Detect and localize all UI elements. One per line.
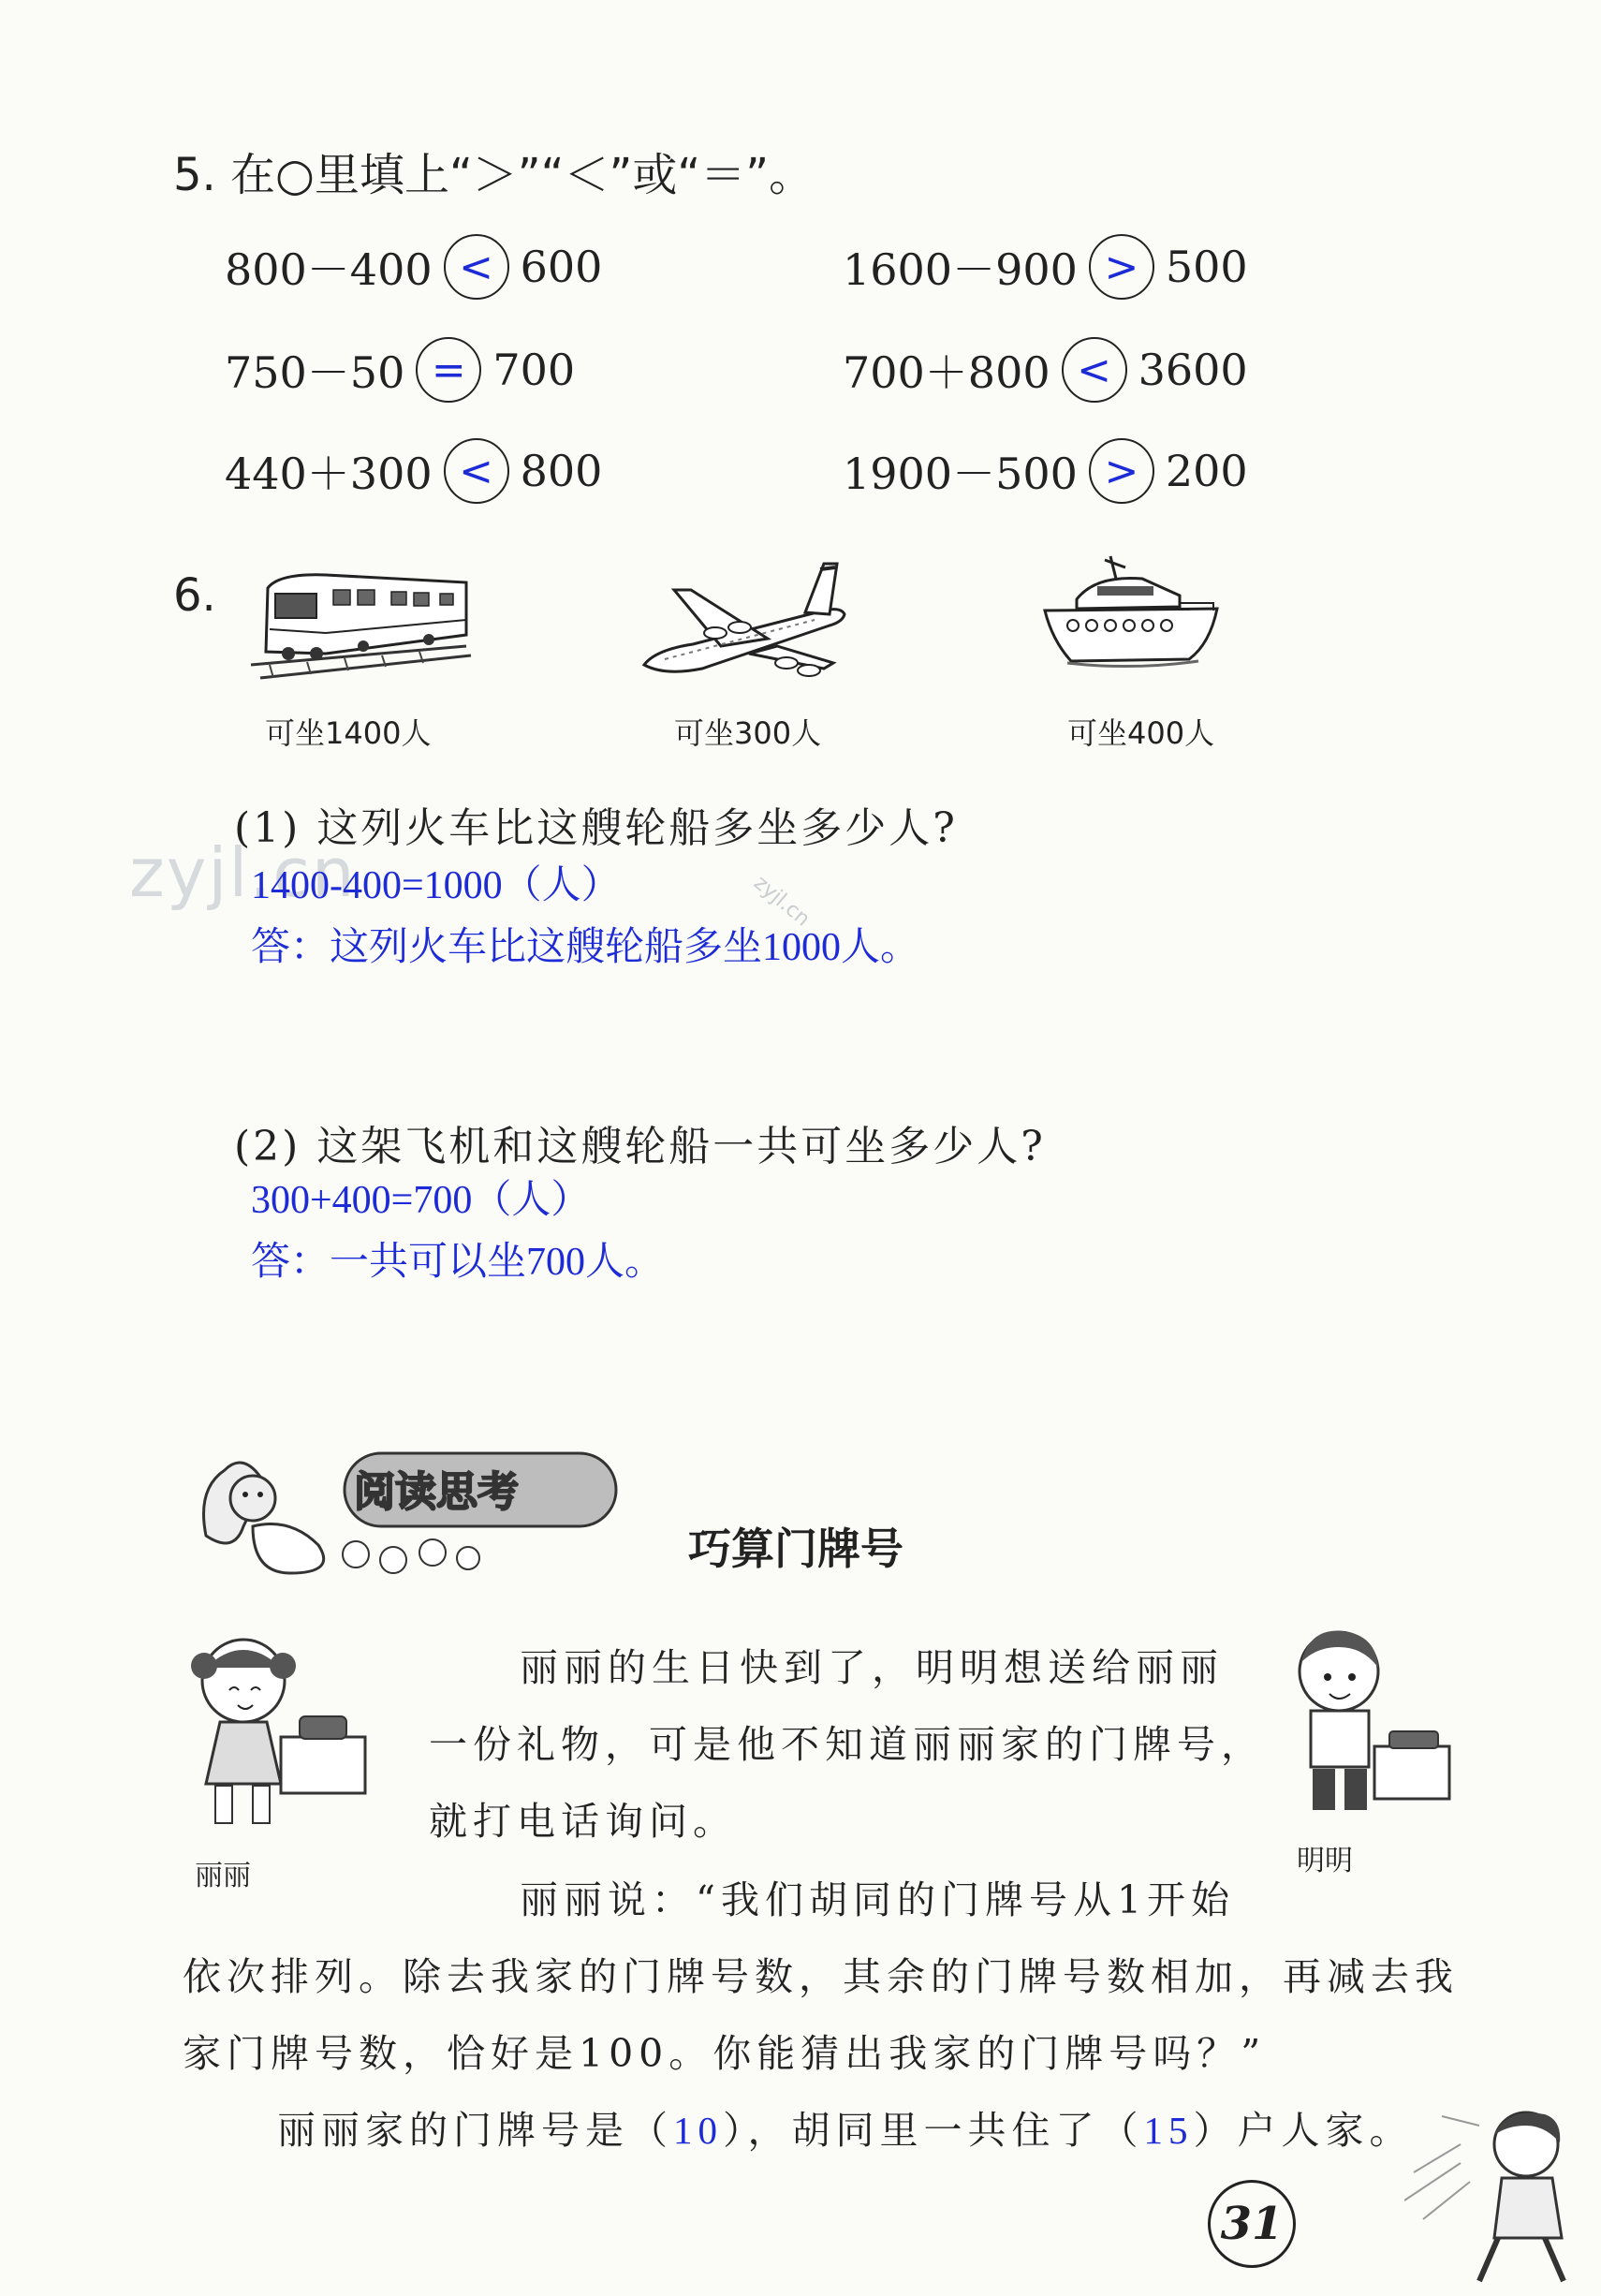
comparison-row	[225, 234, 602, 300]
fill-text-3: ）户人家。	[1193, 2108, 1414, 2153]
comparison-row	[225, 438, 602, 504]
comparison-row	[225, 337, 575, 403]
house-number-answer[interactable]: 10	[673, 2109, 723, 2152]
answer-expression-1: 1400-400=1000（人）	[251, 864, 621, 907]
reading-badge-illustration	[187, 1433, 627, 1582]
question-5-title: 5. 在○里填上“＞”“＜”或“＝”。	[173, 149, 815, 201]
comparison-answer-circle[interactable]: =	[416, 337, 481, 403]
subquestion-1: (1) 这列火车比这艘轮船多坐多少人?	[234, 804, 958, 852]
comparison-right: 500	[1165, 242, 1248, 292]
comparison-row	[843, 234, 1248, 300]
airplane-icon	[637, 552, 861, 684]
fill-text-2: ），胡同里一共住了（	[723, 2108, 1144, 2153]
question-6-number: 6.	[173, 569, 216, 622]
comparison-right: 800	[520, 446, 603, 496]
comparison-left: 1600－900	[843, 244, 1078, 295]
story-paragraph-1-line-3: 就打电话询问。	[429, 1799, 737, 1844]
comparison-answer-circle[interactable]: <	[444, 234, 509, 300]
train-icon	[242, 562, 476, 684]
household-count-answer[interactable]: 15	[1143, 2109, 1194, 2152]
comparison-left: 440＋300	[225, 449, 433, 499]
comparison-left: 750－50	[225, 347, 405, 398]
answer-text-2: 答：一共可以坐700人。	[251, 1241, 665, 1284]
story-paragraph-1-line-1: 丽丽的生日快到了，明明想送给丽丽	[520, 1645, 1224, 1690]
comparison-right: 700	[492, 345, 576, 395]
comparison-right: 200	[1165, 446, 1248, 496]
name-label-lili: 丽丽	[195, 1860, 251, 1892]
comparison-answer-circle[interactable]: <	[444, 438, 509, 504]
fill-in-sentence	[277, 2092, 1414, 2169]
fill-text-1: 丽丽家的门牌号是（	[277, 2108, 673, 2153]
answer-expression-2: 300+400=700（人）	[251, 1179, 591, 1222]
comparison-answer-circle[interactable]: >	[1089, 438, 1154, 504]
comparison-right: 600	[520, 242, 603, 292]
watermark: zyjl.cn	[129, 833, 357, 912]
answer-text-1: 答：这列火车比这艘轮船多坐1000人。	[251, 926, 920, 969]
ship-capacity-caption: 可坐400人	[1067, 715, 1215, 751]
comparison-answer-circle[interactable]: >	[1089, 234, 1154, 300]
watermark-small: zyjl.cn	[749, 871, 815, 932]
comparison-answer-circle[interactable]: <	[1062, 337, 1127, 403]
ship-icon	[1039, 551, 1222, 677]
comparison-right: 3600	[1138, 345, 1248, 395]
corner-decoration-illustration	[1404, 2060, 1592, 2285]
subquestion-2: (2) 这架飞机和这艘轮船一共可坐多少人?	[234, 1123, 1046, 1170]
story-paragraph-2-line-3: 家门牌号数，恰好是100。你能猜出我家的门牌号吗？”	[183, 2031, 1267, 2076]
reading-title: 巧算门牌号	[688, 1523, 903, 1574]
reading-badge-text: 阅读思考	[354, 1468, 519, 1516]
girl-on-phone-illustration	[178, 1625, 375, 1840]
comparison-row	[843, 438, 1248, 504]
comparison-left: 700＋800	[843, 347, 1050, 398]
comparison-left: 1900－500	[843, 449, 1078, 499]
comparison-left: 800－400	[225, 244, 433, 295]
boy-on-phone-illustration	[1273, 1615, 1456, 1826]
story-paragraph-2-line-2: 依次排列。除去我家的门牌号数，其余的门牌号数相加，再减去我	[183, 1954, 1459, 1999]
comparison-row	[843, 337, 1248, 403]
story-paragraph-2-line-1: 丽丽说：“我们胡同的门牌号从1开始	[520, 1877, 1236, 1922]
story-paragraph-1-line-2: 一份礼物，可是他不知道丽丽家的门牌号，	[429, 1722, 1265, 1767]
name-label-mingming: 明明	[1297, 1845, 1353, 1877]
airplane-capacity-caption: 可坐300人	[674, 715, 822, 751]
page-number: 31	[1208, 2180, 1296, 2268]
train-capacity-caption: 可坐1400人	[265, 715, 432, 751]
